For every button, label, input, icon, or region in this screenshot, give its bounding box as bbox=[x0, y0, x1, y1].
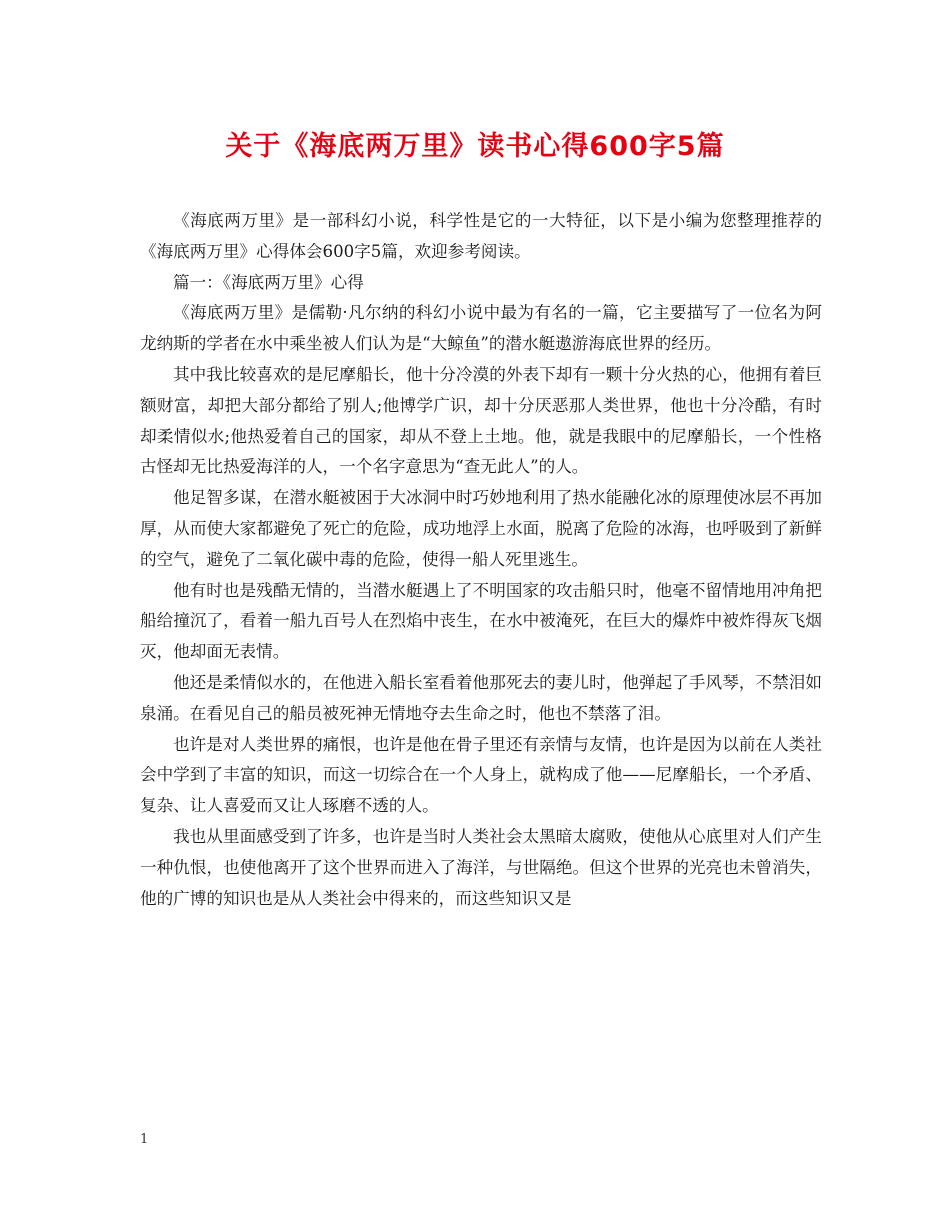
paragraph: 他还是柔情似水的，在他进入船长室看着他那死去的妻儿时，他弹起了手风琴，不禁泪如泉涌。在看见自己的船员被死神无情地夺去生命之时，他也不禁落了泪。 bbox=[140, 672, 822, 723]
paragraph: 他有时也是残酷无情的，当潜水艇遇上了不明国家的攻击船只时，他毫不留情地用冲角把船给撞沉了，看着一船九百号人在烈焰中丧生，在水中被淹死，在巨大的爆炸中被炸得灰飞烟灭，他却面无表情。 bbox=[140, 580, 822, 662]
paragraph: 也许是对人类世界的痛恨，也许是他在骨子里还有亲情与友情，也许是因为以前在人类社会中学到了丰富的知识，而这一切综合在一个人身上，就构成了他——尼摩船长，一个矛盾、复杂、让人喜爱而又让人琢磨不透的人。 bbox=[140, 734, 822, 816]
paragraph: 我也从里面感受到了许多，也许是当时人类社会太黑暗太腐败，使他从心底里对人们产生一种仇恨，也使他离开了这个世界而进入了海洋，与世隔绝。但这个世界的光亮也未曾消失，他的广博的知识也是从人类社会中得来的，而这些知识又是 bbox=[140, 826, 822, 908]
page-number: 1 bbox=[140, 1132, 149, 1147]
paragraph: 他足智多谋，在潜水艇被困于大冰洞中时巧妙地利用了热水能融化冰的原理使冰层不再加厚，从而使大家都避免了死亡的危险，成功地浮上水面，脱离了危险的冰海，也呼吸到了新鲜的空气，避免了二氧化碳中毒的危险，使得一船人死里逃生。 bbox=[140, 488, 822, 569]
document-body bbox=[140, 206, 822, 914]
document-title: 关于《海底两万里》读书心得600字5篇 bbox=[225, 131, 725, 162]
section-heading-1: 篇一：《海底两万里》心得 bbox=[173, 272, 364, 292]
paragraph: 其中我比较喜欢的是尼摩船长，他十分冷漠的外表下却有一颗十分火热的心，他拥有着巨额财富，却把大部分都给了别人;他博学广识，却十分厌恶那人类世界，他也十分冷酷，有时却柔情似水;他热爱着自己的国家，却从不登上土地。他，就是我眼中的尼摩船长，一个性格古怪却无比热爱海洋的人，一个名字意思为“查无此人”的人。 bbox=[140, 364, 822, 477]
paragraph-intro: 《海底两万里》是一部科幻小说，科学性是它的一大特征，以下是小编为您整理推荐的《海底两万里》心得体会600字5篇，欢迎参考阅读。 bbox=[140, 211, 822, 261]
paragraph: 《海底两万里》是儒勒·凡尔纳的科幻小说中最为有名的一篇，它主要描写了一位名为阿龙纳斯的学者在水中乘坐被人们认为是“大鲸鱼”的潜水艇遨游海底世界的经历。 bbox=[140, 303, 822, 354]
